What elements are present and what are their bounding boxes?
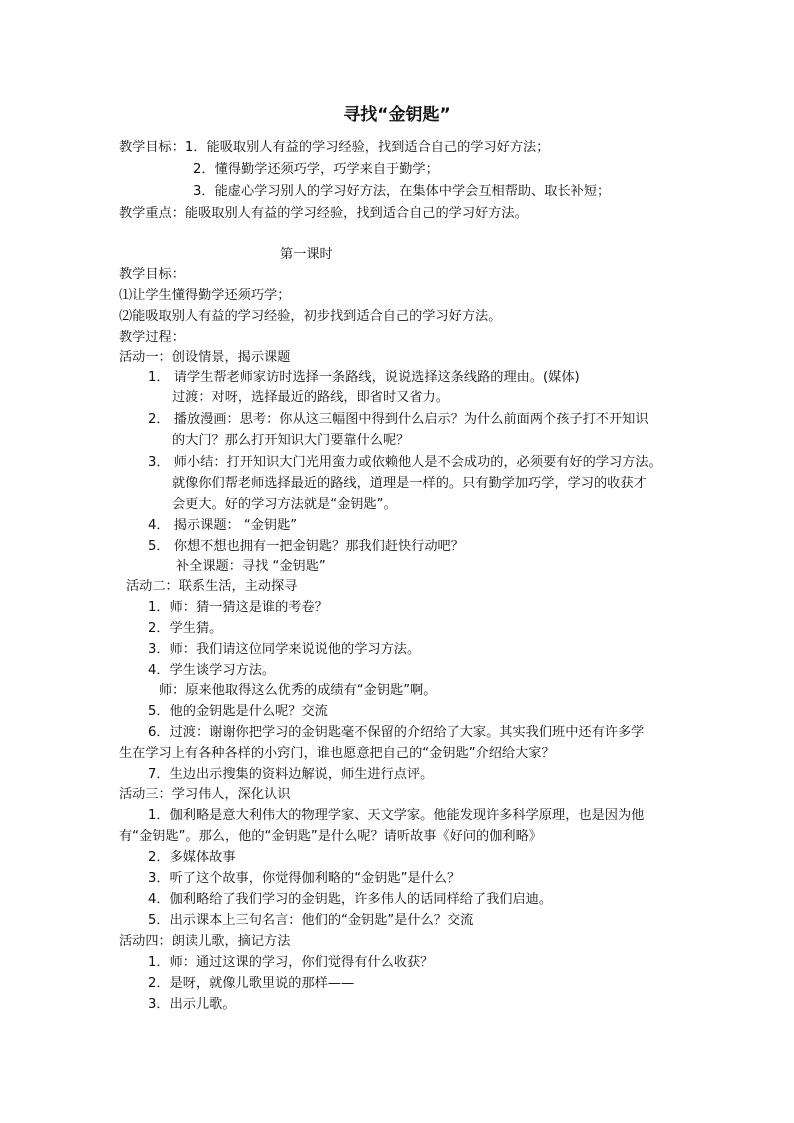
header-goal-2: 2．懂得勤学还须巧学，巧学来自于勤学； [193,162,439,177]
activity1-title: 活动一：创设情景，揭示课题 [119,350,291,365]
activity2-line: 3．师：我们请这位同学来说说他的学习方法。 [148,642,421,657]
activity1-line: 1． 请学生帮老师家访时选择一条路线，说说选择这条线路的理由。(媒体) [148,370,580,385]
activity2-line: 1．师：猜一猜这是谁的考卷？ [148,600,328,615]
activity4-title: 活动四：朗读儿歌，摘记方法 [119,934,291,949]
header-focus: 教学重点：能吸取别人有益的学习经验，找到适合自己的学习好方法。 [119,206,528,221]
lesson-goal-1: ⑴让学生懂得勤学还须巧学； [119,288,291,303]
activity2-line: 生在学习上有各种各样的小窍门，谁也愿意把自己的“金钥匙”介绍给大家？ [119,746,555,761]
lesson-process-label: 教学过程： [119,330,185,345]
activity3-line: 4．伽利略给了我们学习的金钥匙，许多伟人的话同样给了我们启迪。 [148,892,553,907]
activity2-line: 5．他的金钥匙是什么呢？交流 [148,704,328,719]
activity2-line: 4．学生谈学习方法。 [148,663,276,678]
activity2-line: 师：原来他取得这么优秀的成绩有“金钥匙”啊。 [159,683,437,698]
lesson-goal-2: ⑵能吸取别人有益的学习经验，初步找到适合自己的学习好方法。 [119,309,502,324]
activity3-line: 有“金钥匙”。那么，他的“金钥匙”是什么呢？请听故事《好问的伽利略》 [119,829,542,844]
activity1-line: 补全课题：寻找 “金钥匙” [176,559,326,574]
activity3-line: 2．多媒体故事 [148,850,236,865]
lesson-goals-label: 教学目标： [119,267,185,282]
activity3-line: 5．出示课本上三句名言：他们的“金钥匙”是什么？交流 [148,913,474,928]
activity2-line: 6．过渡：谢谢你把学习的金钥匙毫不保留的介绍给了大家。其实我们班中还有许多学 [148,725,645,740]
page-title: 寻找“金钥匙” [343,105,451,125]
activity1-line: 就像你们帮老师选择最近的路线，道理是一样的。只有勤学加巧学，学习的收获才 [172,476,647,491]
activity4-line: 3．出示儿歌。 [148,997,236,1012]
activity1-line: 2． 播放漫画：思考：你从这三幅图中得到什么启示？为什么前面两个孩子打不开知识 [148,412,649,427]
activity3-line: 3．听了这个故事，你觉得伽利略的“金钥匙”是什么？ [148,871,461,886]
activity1-line: 会更大。好的学习方法就是“金钥匙”。 [172,497,397,512]
activity1-line: 5． 你想不想也拥有一把金钥匙？那我们赶快行动吧？ [148,539,464,554]
activity4-line: 2．是呀，就像儿歌里说的那样—— [148,976,355,991]
activity3-title: 活动三：学习伟人，深化认识 [119,787,291,802]
activity4-line: 1．师：通过这课的学习，你们觉得有什么收获？ [148,955,434,970]
lesson-heading: 第一课时 [280,247,333,262]
activity2-title: 活动二：联系生活，主动探寻 [126,579,298,594]
activity2-line: 7．生边出示搜集的资料边解说，师生进行点评。 [148,767,434,782]
activity1-line: 3． 师小结：打开知识大门光用蛮力或依赖他人是不会成功的，必须要有好的学习方法。 [148,455,662,470]
activity3-line: 1．伽利略是意大利伟大的物理学家、天文学家。他能发现许多科学原理，也是因为他 [148,808,645,823]
activity2-line: 2．学生猜。 [148,621,223,636]
activity1-line: 的大门？那么打开知识大门要靠什么呢？ [172,433,410,448]
header-goal-1: 教学目标：1．能吸取别人有益的学习经验，找到适合自己的学习好方法； [119,140,550,155]
header-goal-3: 3．能虚心学习别人的学习好方法，在集体中学会互相帮助、取长补短； [193,184,611,199]
activity1-line: 过渡：对呀，选择最近的路线，即省时又省力。 [172,390,449,405]
activity1-line: 4． 揭示课题： “金钥匙” [148,518,298,533]
